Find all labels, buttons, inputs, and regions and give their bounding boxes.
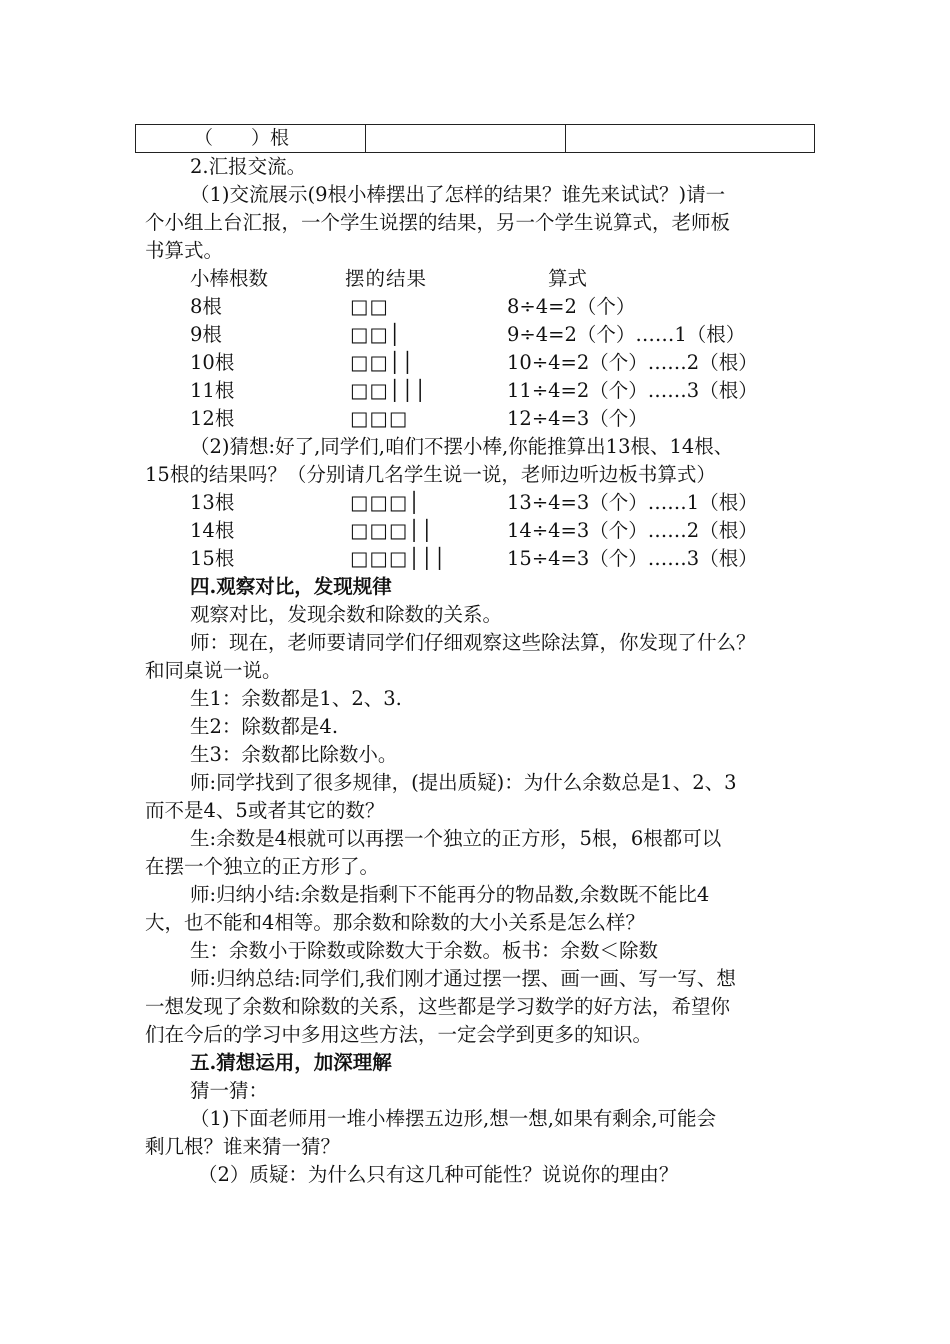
- paragraph-line: 师:归纳总结:同学们,我们刚才通过摆一摆、画一画、写一写、想: [190, 967, 736, 990]
- header-formula: 算式: [548, 267, 588, 290]
- row-count: 15根: [190, 547, 235, 570]
- row-count: 11根: [190, 379, 235, 402]
- section-5-heading: 五.猜想运用，加深理解: [190, 1051, 392, 1074]
- paragraph-line: 生1：余数都是1、2、3.: [190, 687, 402, 710]
- paragraph-line: （1)下面老师用一堆小棒摆五边形,想一想,如果有剩余,可能会: [190, 1107, 717, 1130]
- row-result: □□│││: [350, 379, 428, 402]
- section-4-heading: 四.观察对比，发现规律: [190, 575, 392, 598]
- paragraph-line: （2)猜想:好了,同学们,咱们不摆小棒,你能推算出13根、14根、: [190, 435, 734, 458]
- paragraph-line: 剩几根？谁来猜一猜？: [145, 1135, 341, 1158]
- row-formula: 12÷4=3（个）: [507, 407, 648, 430]
- paragraph-line: （1)交流展示(9根小棒摆出了怎样的结果？谁先来试试？)请一: [190, 183, 726, 206]
- paragraph-line: 们在今后的学习中多用这些方法，一定会学到更多的知识。: [145, 1023, 653, 1046]
- row-formula: 14÷4=3（个）……2（根）: [507, 519, 758, 542]
- row-result: □□: [350, 295, 389, 318]
- row-result: □□│: [350, 323, 402, 346]
- row-count: 14根: [190, 519, 235, 542]
- paragraph-line: 师:归纳小结:余数是指剩下不能再分的物品数,余数既不能比4: [190, 883, 710, 906]
- row-formula: 11÷4=2（个）……3（根）: [507, 379, 758, 402]
- header-result: 摆的结果: [345, 267, 428, 290]
- paragraph-line: 在摆一个独立的正方形了。: [145, 855, 380, 878]
- top-table-row: [135, 124, 815, 153]
- row-count: 12根: [190, 407, 235, 430]
- paragraph-line: 师:同学找到了很多规律，(提出质疑)：为什么余数总是1、2、3: [190, 771, 737, 794]
- row-count: 8根: [190, 295, 222, 318]
- paragraph-line: 师：现在，老师要请同学们仔细观察这些除法算，你发现了什么？: [190, 631, 756, 654]
- row-count: 10根: [190, 351, 235, 374]
- paragraph-line: 生2：除数都是4.: [190, 715, 339, 738]
- paragraph-line: 15根的结果吗？（分别请几名学生说一说，老师边听边板书算式）: [145, 463, 716, 486]
- paragraph-line: （2）质疑：为什么只有这几种可能性？说说你的理由？: [198, 1163, 679, 1186]
- row-result: □□□││: [350, 519, 434, 542]
- table-cell-formula: [566, 125, 814, 152]
- row-result: □□□: [350, 407, 409, 430]
- row-count: 9根: [190, 323, 222, 346]
- row-formula: 13÷4=3（个）……1（根）: [507, 491, 758, 514]
- paragraph-line: 生:余数是4根就可以再摆一个独立的正方形，5根，6根都可以: [190, 827, 722, 850]
- row-formula: 10÷4=2（个）……2（根）: [507, 351, 758, 374]
- section-2-title: 2.汇报交流。: [190, 155, 307, 178]
- row-result: □□││: [350, 351, 415, 374]
- table-cell-count: （ ）根: [136, 125, 366, 152]
- header-count: 小棒根数: [190, 267, 269, 290]
- paragraph-line: 一想发现了余数和除数的关系，这些都是学习数学的好方法，希望你: [145, 995, 731, 1018]
- row-formula: 9÷4=2（个）……1（根）: [507, 323, 746, 346]
- paragraph-line: 生3：余数都比除数小。: [190, 743, 398, 766]
- paragraph-line: 猜一猜：: [190, 1079, 269, 1102]
- row-result: □□□│: [350, 491, 422, 514]
- row-formula: 15÷4=3（个）……3（根）: [507, 547, 758, 570]
- row-formula: 8÷4=2（个）: [507, 295, 636, 318]
- row-count: 13根: [190, 491, 235, 514]
- row-result: □□□│││: [350, 547, 447, 570]
- paragraph-line: 生：余数小于除数或除数大于余数。板书：余数＜除数: [190, 939, 659, 962]
- paragraph-line: 大，也不能和4相等。那余数和除数的大小关系是怎么样？: [145, 911, 645, 934]
- paragraph-line: 个小组上台汇报，一个学生说摆的结果，另一个学生说算式，老师板: [145, 211, 731, 234]
- paragraph-line: 观察对比，发现余数和除数的关系。: [190, 603, 503, 626]
- paragraph-line: 而不是4、5或者其它的数？: [145, 799, 385, 822]
- paragraph-line: 书算式。: [145, 239, 224, 262]
- paragraph-line: 和同桌说一说。: [145, 659, 282, 682]
- table-cell-result: [366, 125, 566, 152]
